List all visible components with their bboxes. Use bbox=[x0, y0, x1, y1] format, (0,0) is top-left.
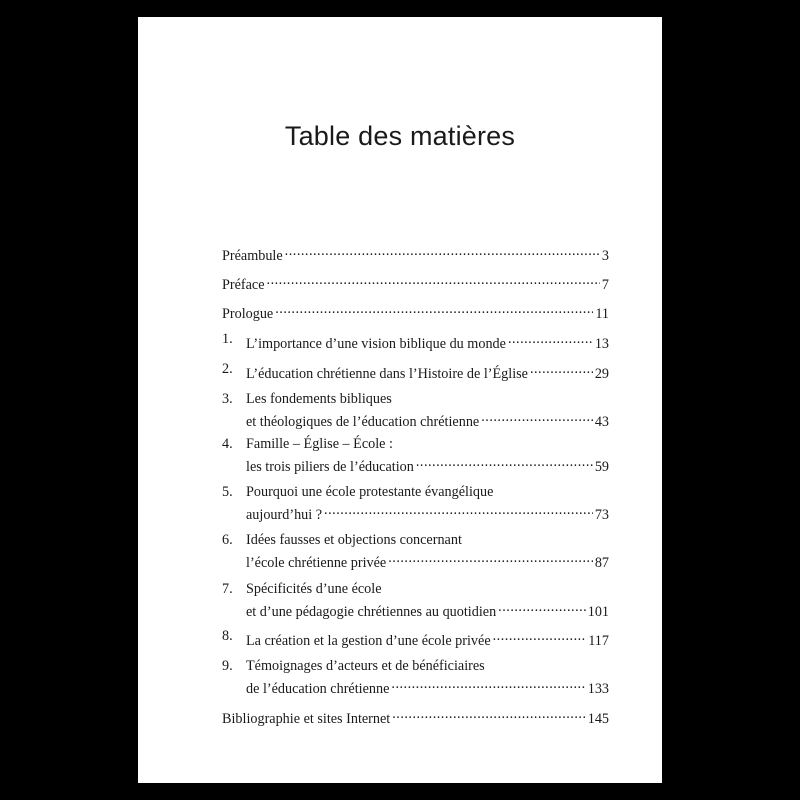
entry-title: l’école chrétienne privée bbox=[246, 555, 387, 571]
entry-title: Les fondements bibliques bbox=[246, 391, 392, 407]
entry-title: Pourquoi une école protestante évangélique bbox=[246, 484, 494, 500]
page-title: Table des matières bbox=[284, 121, 516, 151]
entry-title: L’importance d’une vision biblique du monde bbox=[246, 336, 506, 352]
entry-title: Prologue bbox=[222, 306, 274, 322]
dot-leader bbox=[267, 271, 600, 289]
dot-leader bbox=[416, 453, 593, 471]
page-number: 87 bbox=[594, 555, 609, 571]
page-number: 11 bbox=[595, 306, 609, 322]
toc-entry[interactable] bbox=[222, 580, 609, 620]
chapter-number: 1. bbox=[222, 331, 233, 347]
toc-entry[interactable] bbox=[222, 627, 609, 649]
dot-leader bbox=[324, 501, 593, 519]
toc-entry[interactable] bbox=[222, 531, 609, 571]
chapter-number: 8. bbox=[222, 628, 233, 644]
toc-entry[interactable] bbox=[222, 271, 609, 293]
toc-entry[interactable] bbox=[222, 483, 609, 523]
toc-entry[interactable] bbox=[222, 242, 609, 264]
entry-title: aujourd’hui ? bbox=[246, 507, 323, 523]
chapter-number: 5. bbox=[222, 484, 233, 500]
toc-entry[interactable] bbox=[222, 657, 609, 697]
book-page bbox=[138, 17, 662, 783]
dot-leader bbox=[508, 330, 593, 348]
entry-title: et théologiques de l’éducation chrétienne bbox=[246, 414, 480, 430]
page-number: 101 bbox=[587, 604, 609, 620]
toc-entry[interactable] bbox=[222, 435, 609, 475]
page-number: 117 bbox=[588, 633, 609, 649]
toc-entry[interactable] bbox=[222, 300, 609, 322]
entry-title: Préface bbox=[222, 277, 265, 293]
entry-title: Idées fausses et objections concernant bbox=[246, 532, 462, 548]
page-number: 59 bbox=[594, 459, 609, 475]
chapter-number: 2. bbox=[222, 361, 233, 377]
dot-leader bbox=[285, 242, 600, 260]
chapter-number: 9. bbox=[222, 658, 233, 674]
entry-title: Bibliographie et sites Internet bbox=[222, 711, 391, 727]
entry-title: Préambule bbox=[222, 248, 283, 264]
page-number: 13 bbox=[594, 336, 609, 352]
dot-leader bbox=[481, 408, 593, 426]
dot-leader bbox=[388, 549, 593, 567]
entry-title: Spécificités d’une école bbox=[246, 581, 382, 597]
toc-entry[interactable] bbox=[222, 360, 609, 382]
dot-leader bbox=[498, 598, 586, 616]
toc-entry[interactable] bbox=[222, 705, 609, 727]
page-number: 7 bbox=[601, 277, 609, 293]
chapter-number: 3. bbox=[222, 391, 233, 407]
dot-leader bbox=[391, 675, 585, 693]
chapter-number: 6. bbox=[222, 532, 233, 548]
page-number: 3 bbox=[601, 248, 609, 264]
entry-title: de l’éducation chrétienne bbox=[246, 681, 390, 697]
page-number: 145 bbox=[587, 711, 609, 727]
toc-entry[interactable] bbox=[222, 330, 609, 352]
dot-leader bbox=[493, 627, 587, 645]
entry-title: Famille – Église – École : bbox=[246, 436, 393, 452]
chapter-number: 7. bbox=[222, 581, 233, 597]
entry-title: La création et la gestion d’une école privée bbox=[246, 633, 491, 649]
toc-entry[interactable] bbox=[222, 390, 609, 430]
dot-leader bbox=[530, 360, 593, 378]
entry-title: et d’une pédagogie chrétiennes au quotidien bbox=[246, 604, 497, 620]
dot-leader bbox=[275, 300, 593, 318]
entry-title: Témoignages d’acteurs et de bénéficiaires bbox=[246, 658, 485, 674]
dot-leader bbox=[392, 705, 585, 723]
chapter-number: 4. bbox=[222, 436, 233, 452]
page-number: 73 bbox=[594, 507, 609, 523]
entry-title: les trois piliers de l’éducation bbox=[246, 459, 414, 475]
entry-title: L’éducation chrétienne dans l’Histoire de l’Église bbox=[246, 366, 528, 382]
page-number: 29 bbox=[594, 366, 609, 382]
page-number: 43 bbox=[594, 414, 609, 430]
page-number: 133 bbox=[587, 681, 609, 697]
